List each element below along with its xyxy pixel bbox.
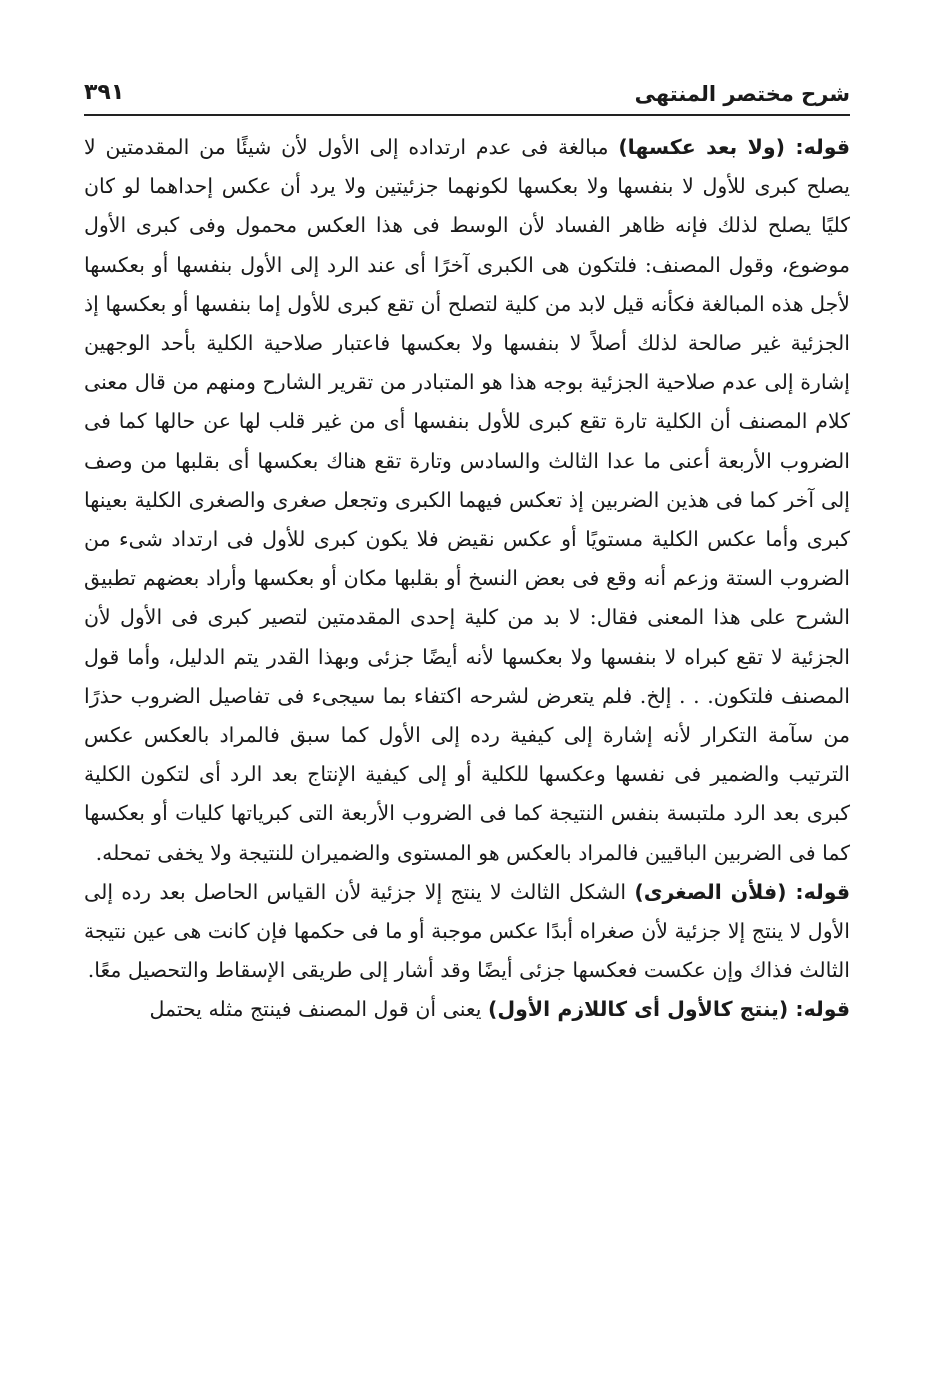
page-number: ٣٩١ xyxy=(84,80,125,105)
paragraph-1-text: مبالغة فى عدم ارتداده إلى الأول لأن شيئًا من المقدمتين لا يصلح كبرى للأول لا بنفسها ولا بعكسها لكونهما جزئيتين ولا يرد أن عكس إحداهما لو كان كليًا يصلح لذلك فإنه ظاهر الفساد لأن الوسط فى هذا العكس محمول وفى كبرى الأول موضوع، وقول المصنف: فلتكون هى الكبرى آخرًا أى عند الرد إلى الأول بنفسها أو بعكسها لأجل هذه المبالغة فكأنه قيل لابد من كلية لتصلح أن تقع كبرى للأول إما بنفسها أو بعكسها إذ الجزئية غير صالحة لذلك أصلاً لا بنفسها ولا بعكسها فاعتبار صلاحية الكلية بأحد الوجهين إشارة إلى عدم صلاحية الجزئية بوجه هذا هو المتبادر من تقرير الشارح ومنهم من قال معنى كلام المصنف أن الكلية تارة تقع كبرى للأول بنفسها أى من غير قلب لها عن حالها كما فى الضروب الأربعة أعنى ما عدا الثالث والسادس وتارة تقع هناك بعكسها أى بقلبها من وصف إلى آخر كما فى هذين الضربين إذ تعكس فيهما الكبرى وتجعل صغرى والصغرى الكلية بعينها كبرى وأما عكس الكلية مستويًا أو عكس نقيض فلا يكون كبرى للأول فى ارتداد شىء من الضروب الستة وزعم أنه وقع فى بعض النسخ أو بقلبها مكان أو بعكسها وأراد بعضهم تطبيق الشرح على هذا المعنى فقال: لا بد من كلية إحدى المقدمتين لتصير كبرى فى الأول لأن الجزئية لا تقع كبراه لا بنفسها ولا بعكسها لأنه أيضًا جزئى وبهذا القدر يتم الدليل، وأما قول المصنف فلتكون. . . إلخ. فلم يتعرض لشرحه اكتفاء بما سيجىء فى تفاصيل الضروب حذرًا من سآمة التكرار لأنه إشارة إلى كيفية رده إلى الأول كما سبق فالمراد بالعكس عكس الترتيب والضمير فى نفسها وعكسها للكلية أو إلى كيفية الإنتاج بعد الرد أى لتكون الكلية كبرى بعد الرد ملتبسة بنفس النتيجة كما فى الضروب الأربعة التى كبرياتها كليات أو بعكسها كما فى الضربين الباقيين فالمراد بالعكس هو المستوى والضميران للنتيجة ولا يخفى تمحله. xyxy=(84,135,850,865)
paragraph-3-text: يعنى أن قول المصنف فينتج مثله يحتمل xyxy=(149,997,488,1022)
paragraph-3-lead: قوله: (ينتج كالأول أى كاللازم الأول) xyxy=(488,997,850,1022)
body-text xyxy=(84,128,850,1030)
paragraph-1 xyxy=(84,128,850,873)
paragraph-1-lead: قوله: (ولا بعد عكسها) xyxy=(618,135,851,159)
paragraph-2-text: الشكل الثالث لا ينتج إلا جزئية لأن القياس الحاصل بعد رده إلى الأول لا ينتج إلا جزئية لأن صغراه أبدًا عكس موجبة أو ما فى حكمها فإن كانت هى عين نتيجة الثالث فذاك وإن عكست فعكسها جزئى أيضًا وقد أشار إلى طريقى الإسقاط والتحصيل معًا. xyxy=(84,879,850,983)
running-title: شرح مختصر المنتهى xyxy=(634,82,850,106)
page xyxy=(84,78,850,1030)
paragraph-2 xyxy=(84,873,850,991)
paragraph-2-lead: قوله: (فلأن الصغرى) xyxy=(634,879,851,904)
header-rule xyxy=(84,114,850,116)
paragraph-3 xyxy=(84,990,850,1029)
page-header xyxy=(84,78,850,114)
